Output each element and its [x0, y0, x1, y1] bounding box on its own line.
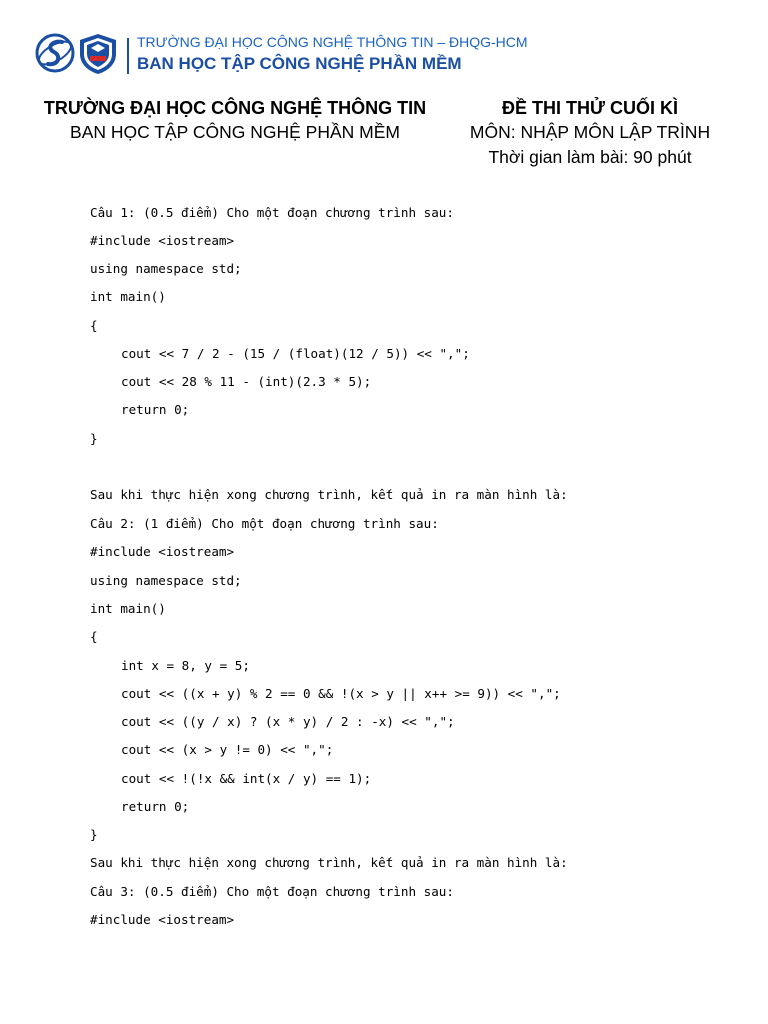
code-line: using namespace std; [90, 261, 242, 276]
code-line: #include <iostream> [90, 544, 235, 559]
university-logo [34, 30, 76, 76]
question-1-prompt: Sau khi thực hiện xong chương trình, kết quả in ra màn hình là: [90, 487, 568, 502]
question-2-prompt: Sau khi thực hiện xong chương trình, kết quả in ra màn hình là: [90, 855, 568, 870]
code-line: int x = 8, y = 5; [121, 658, 250, 673]
question-1-heading: Câu 1: (0.5 điểm) Cho một đoạn chương trình sau: [90, 205, 454, 220]
question-2-heading: Câu 2: (1 điểm) Cho một đoạn chương trình sau: [90, 516, 439, 531]
exam-title-block [440, 96, 740, 170]
school-name: TRƯỜNG ĐẠI HỌC CÔNG NGHỆ THÔNG TIN [43, 98, 427, 118]
code-line: cout << !(!x && int(x / y) == 1); [121, 771, 372, 786]
code-line: { [90, 629, 98, 644]
exam-duration: Thời gian làm bài: 90 phút [488, 147, 692, 167]
code-line: cout << 7 / 2 - (15 / (float)(12 / 5)) << ","; [121, 346, 470, 361]
code-line: } [90, 431, 98, 446]
code-line: #include <iostream> [90, 912, 235, 927]
code-line: return 0; [121, 402, 190, 417]
university-name: TRƯỜNG ĐẠI HỌC CÔNG NGHỆ THÔNG TIN – ĐHQG-HCM [137, 34, 528, 50]
code-line: cout << 28 % 11 - (int)(2.3 * 5); [121, 374, 372, 389]
department-logo [76, 32, 120, 76]
code-line: #include <iostream> [90, 233, 235, 248]
code-line: using namespace std; [90, 573, 242, 588]
code-line: int main() [90, 601, 166, 616]
header-divider [127, 38, 129, 74]
code-line: cout << (x > y != 0) << ","; [121, 742, 334, 757]
question-3-heading: Câu 3: (0.5 điểm) Cho một đoạn chương trình sau: [90, 884, 454, 899]
page-header [0, 0, 768, 90]
code-line: cout << ((x + y) % 2 == 0 && !(x > y || x++ >= 9)) << ","; [121, 686, 561, 701]
code-line: int main() [90, 289, 166, 304]
code-line: { [90, 318, 98, 333]
logo-group [34, 30, 124, 78]
school-title-block [30, 96, 440, 145]
code-line: } [90, 827, 98, 842]
code-line: return 0; [121, 799, 190, 814]
department-subtitle: BAN HỌC TẬP CÔNG NGHỆ PHẦN MỀM [70, 122, 400, 142]
department-name: BAN HỌC TẬP CÔNG NGHỆ PHẦN MỀM [137, 54, 462, 73]
code-line: cout << ((y / x) ? (x * y) / 2 : -x) << ","; [121, 714, 455, 729]
exam-subject: MÔN: NHẬP MÔN LẬP TRÌNH [469, 122, 711, 142]
exam-title: ĐỀ THI THỬ CUỐI KÌ [502, 98, 678, 118]
